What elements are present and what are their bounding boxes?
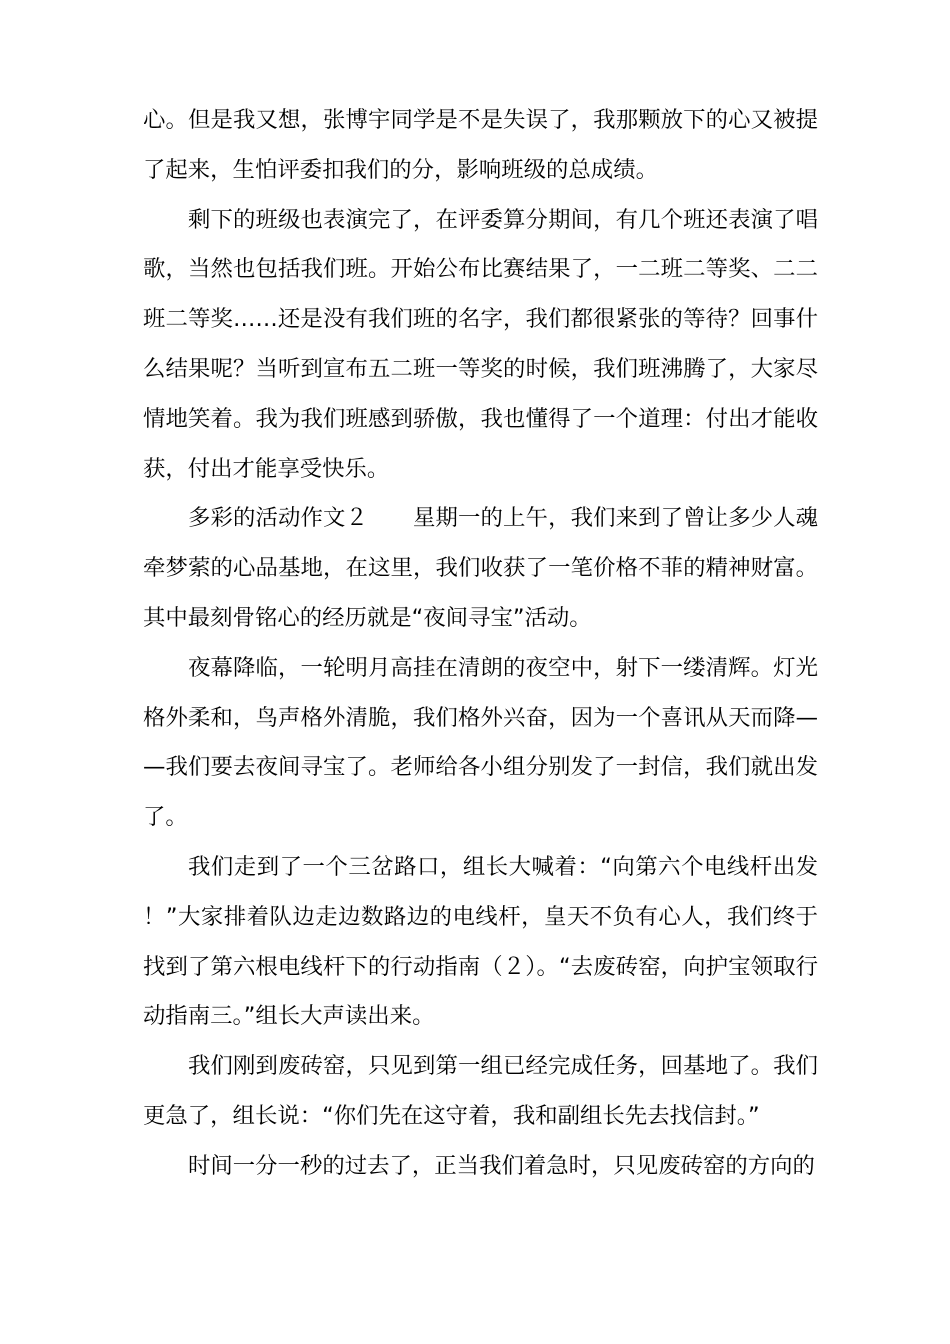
paragraph-5: 我们走到了一个三岔路口，组长大喊着：“向第六个电线杆出发！”大家排着队边走边数路边的电线杆，皇天不负有心人，我们终于找到了第六根电线杆下的行动指南（２）。“去废砖窑，向护宝领取行动指南三。”组长大声读出来。 [143, 853, 818, 1030]
paragraph-3: 多彩的活动作文２ 星期一的上午，我们来到了曾让多少人魂牵梦萦的心品基地，在这里，我们收获了一笔价格不菲的精神财富。其中最刻骨铭心的经历就是“夜间寻宝”活动。 [143, 505, 818, 631]
document-body [143, 96, 818, 1192]
paragraph-6: 我们刚到废砖窑，只见到第一组已经完成任务，回基地了。我们更急了，组长说：“你们先在这守着，我和副组长先去找信封。” [143, 1053, 818, 1129]
paragraph-7: 时间一分一秒的过去了，正当我们着急时，只见废砖窑的方向的 [188, 1152, 815, 1179]
paragraph-4: 夜幕降临，一轮明月高挂在清朗的夜空中，射下一缕清辉。灯光格外柔和，鸟声格外清脆，我们格外兴奋，因为一个喜讯从天而降——我们要去夜间寻宝了。老师给各小组分别发了一封信，我们就出发了。 [143, 654, 818, 831]
paragraph-1: 心。但是我又想，张博宇同学是不是失误了，我那颗放下的心又被提了起来，生怕评委扣我们的分，影响班级的总成绩。 [143, 107, 818, 183]
paragraph-2: 剩下的班级也表演完了，在评委算分期间，有几个班还表演了唱歌，当然也包括我们班。开始公布比赛结果了，一二班二等奖、二二班二等奖……还是没有我们班的名字，我们都很紧张的等待？回事什么结果呢？当听到宣布五二班一等奖的时候，我们班沸腾了，大家尽情地笑着。我为我们班感到骄傲，我也懂得了一个道理：付出才能收获，付出才能享受快乐。 [143, 206, 818, 482]
